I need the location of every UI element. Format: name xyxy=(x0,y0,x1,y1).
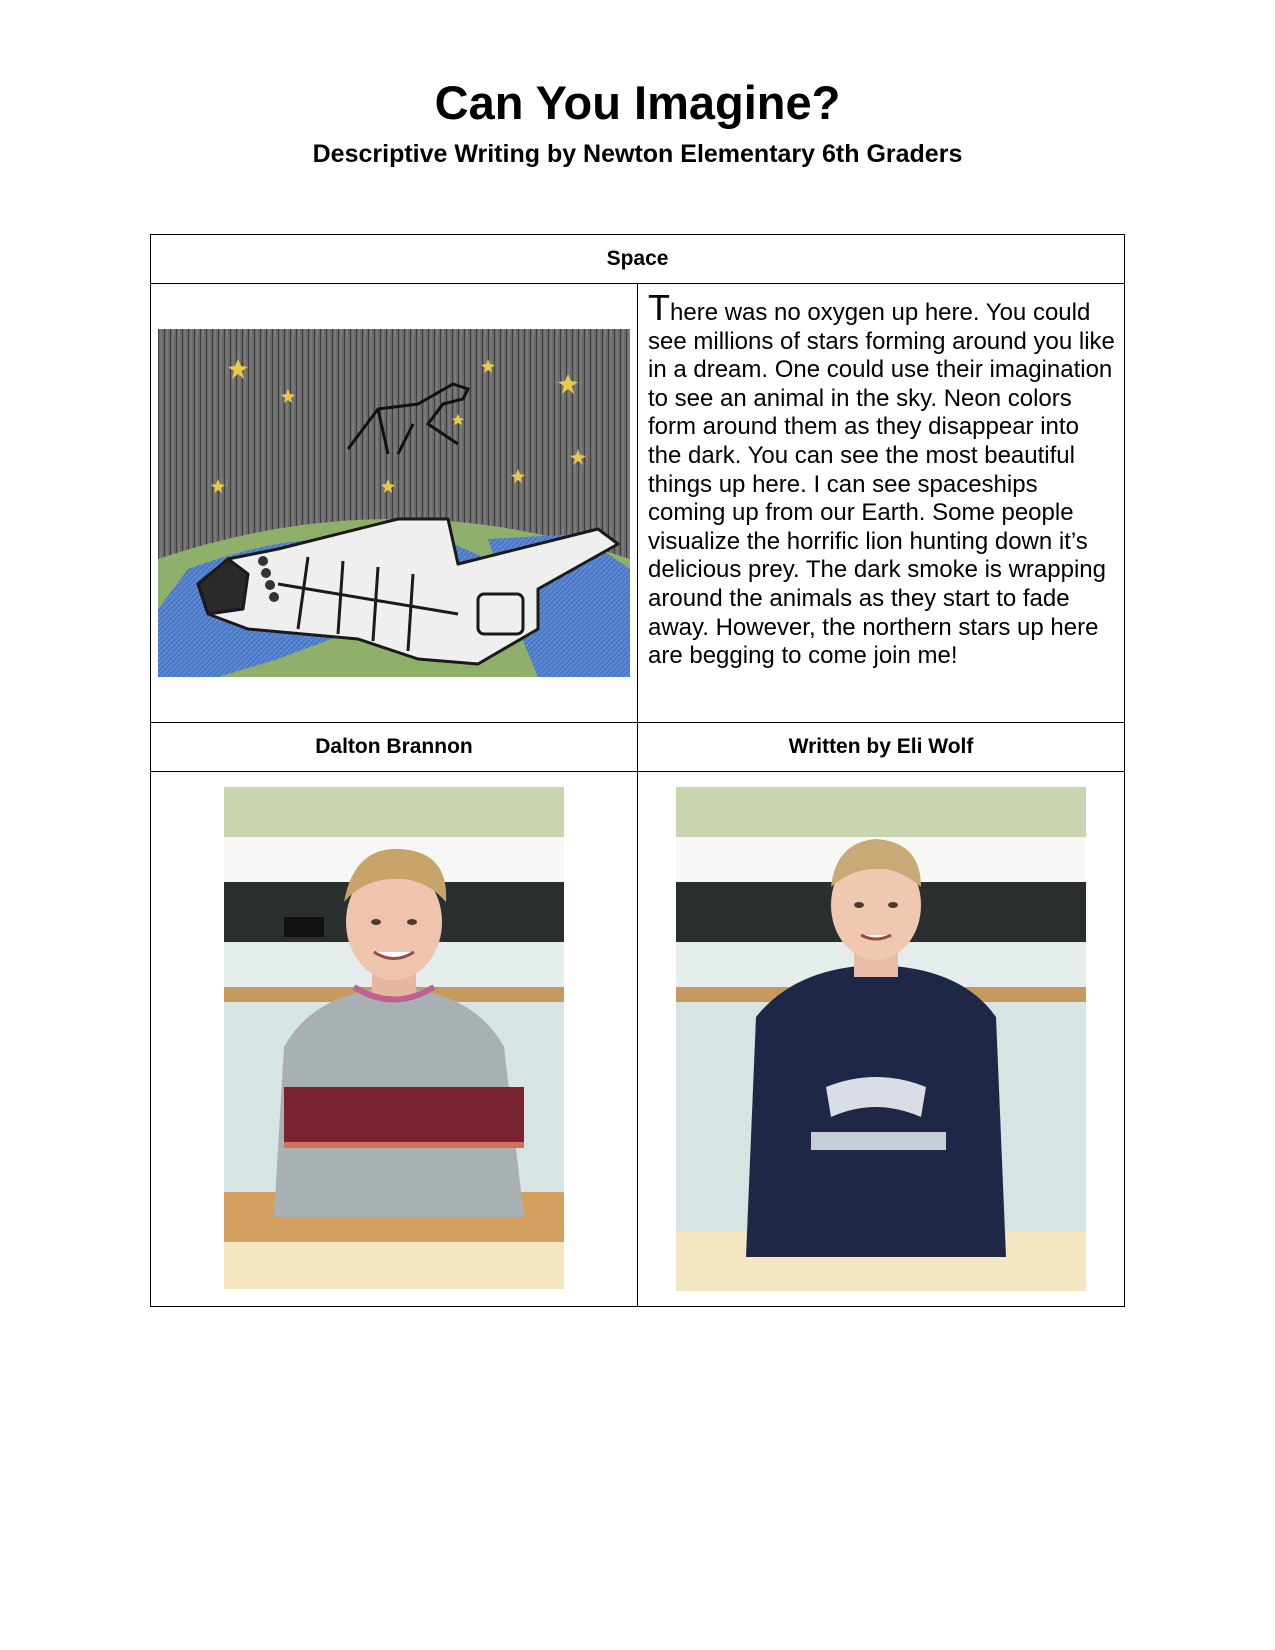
story-cell xyxy=(638,284,1125,723)
document-title: Can You Imagine? xyxy=(434,76,841,129)
artwork-cell xyxy=(151,284,638,723)
writer-photo-cell xyxy=(638,772,1125,1307)
space-shuttle-drawing xyxy=(158,329,630,677)
writer-name: Written by Eli Wolf xyxy=(638,723,1125,772)
story-text xyxy=(648,287,1116,671)
artist-portrait-photo xyxy=(224,787,564,1289)
artist-photo-cell xyxy=(151,772,638,1307)
theme-header: Space xyxy=(151,235,1125,284)
document-subtitle: Descriptive Writing by Newton Elementary 6th Graders xyxy=(312,140,963,168)
story-drop-cap: T xyxy=(648,287,670,328)
artist-name: Dalton Brannon xyxy=(151,723,638,772)
artist-photo xyxy=(224,787,564,1294)
story-table xyxy=(150,234,1125,1307)
artwork-image xyxy=(158,329,630,677)
writer-photo xyxy=(676,787,1086,1296)
story-body: here was no oxygen up here. You could see millions of stars forming around you like in a dream. One could use their imagination to see an animal in the sky. Neon colors form around them as they disappear into the dark. You can see the most beautiful things up here. I can see spaceships coming up from our Earth. Some people visualize the horrific lion hunting down it’s delicious prey. The dark smoke is wrapping around the animals as they start to fade away. However, the northern stars up here are begging to come join me! xyxy=(648,299,1115,670)
writer-portrait-photo xyxy=(676,787,1086,1291)
